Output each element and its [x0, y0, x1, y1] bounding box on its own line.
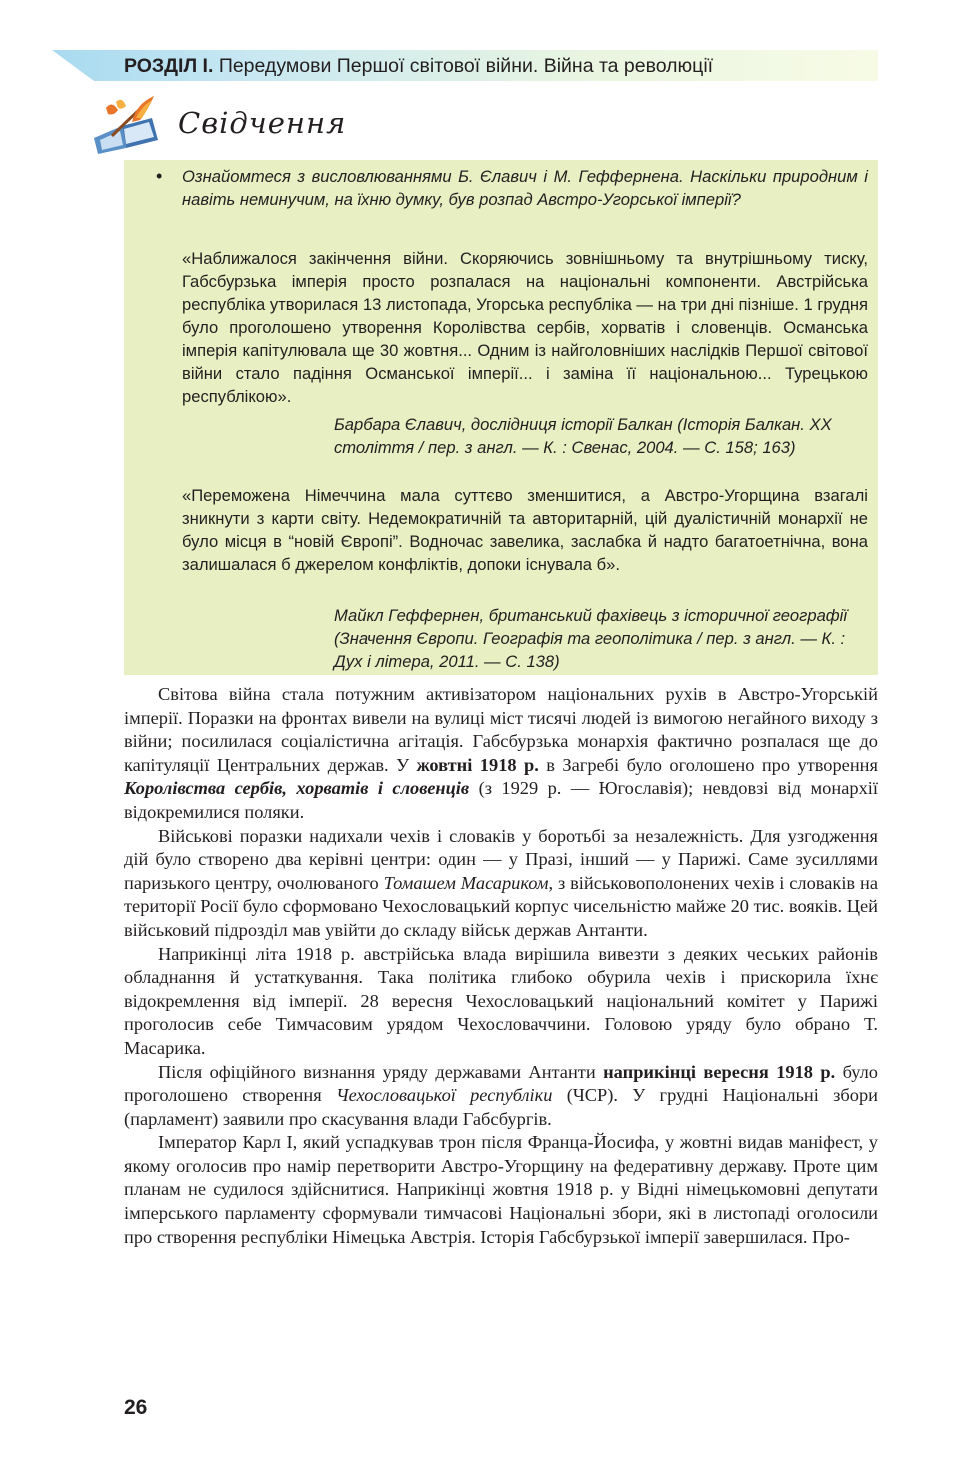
bullet-icon: • — [156, 166, 163, 186]
paragraph-1: Світова війна стала потужним активізатором національних рухів в Австро-Угорській імперії. Поразки на фронтах вивели на вулиці міст тисячі людей із вимогою негайного виходу з війни; посилилася соціалістична агітація. Габсбурзька монархія фактично розпалася ще до капітуляції Центральних держав. У жовтні 1918 р. в Загребі було оголошено про утворення Королівства сербів, хорватів і словенців (з 1929 р. — Югославія); невдовзі від монархії відокремилися поляки. — [124, 684, 878, 822]
page-number: 26 — [124, 1396, 148, 1419]
section-header — [124, 54, 713, 78]
paragraph-3: Наприкінці літа 1918 р. австрійська влада вирішила вивезти з деяких чеських районів обладнання й устаткування. Така політика глибоко обурила чехів і прискорила їхнє відокремлення від імперії. 28 вересня Чехословацький національний комітет у Парижі проголосив себе Тимчасовим урядом Чехословаччини. Головою уряду було обрано Т. Масарика. — [124, 943, 878, 1058]
section-label: РОЗДІЛ І. — [124, 55, 214, 77]
source-elavich: Барбара Єлавич, дослідниця історії Балкан (Історія Балкан. XX століття / пер. з англ. — К. : Свенас, 2004. — С. 158; 163) — [334, 415, 832, 457]
evidence-title: Свідчення — [178, 106, 347, 140]
evidence-question: Ознайомтеся з висловлюваннями Б. Єлавич і М. Геффернена. Наскільки природним і навіть неминучим, на їхню думку, був розпад Австро-Угорської імперії? — [182, 167, 868, 209]
paragraph-4: Після офіційного визнання уряду державами Антанти наприкінці вересня 1918 р. було проголошено створення Чехословацької республіки (ЧСР). У грудні Національні збори (парламент) заявили про скасування влади Габсбургів. — [124, 1061, 878, 1129]
section-title: Передумови Першої світової війни. Війна та революції — [218, 55, 714, 77]
source-heffernan: Майкл Геффернен, британський фахівець з історичної географії (Значення Європи. Географія та геополітика / пер. з англ. — К. : Дух і літера, 2011. — С. 138) — [334, 606, 848, 671]
quote-heffernan: «Переможена Німеччина мала суттєво зменшитися, а Австро-Угорщина взагалі зникнути з карти світу. Недемократичній та авторитарній, цій дуалістичній монархії не було місця в “новій Європі”. Водночас завелика, заслабка й надто багатоетнічна, вона залишалася б джерелом конфліктів, допоки існувала б». — [182, 486, 868, 574]
main-text — [124, 683, 878, 1249]
quill-book-icon — [92, 96, 162, 154]
paragraph-2: Військові поразки надихали чехів і словаків у боротьбі за незалежність. Для узгодження дій було створено два керівні центри: один — у Празі, інший — у Парижі. Саме зусиллями паризького центру, очолюваного Томашем Масариком, з військовополонених чехів і словаків на території Росії було сформовано Чехословацький корпус чисельністю майже 20 тис. вояків. Цей військовий підрозділ мав увійти до складу військ держав Антанти. — [124, 825, 878, 940]
paragraph-5: Імператор Карл I, який успадкував трон після Франца-Йосифа, у жовтні видав маніфест, у якому оголосив про намір перетворити Австро-Угорщину на федеративну державу. Проте цим планам не судилося здійснитися. Наприкінці жовтня 1918 р. у Відні німецькомовні депутати імперського парламенту сформували тимчасові Національні збори, які в листопаді оголосили про створення республіки Німецька Австрія. Історія Габсбурзької імперії завершилася. Про- — [124, 1132, 878, 1247]
quote-elavich: «Наближалося закінчення війни. Скоряючись зовнішньому та внутрішньому тиску, Габсбурзька імперія просто розпалася на національні компоненти. Австрійська республіка утворилася 13 листопада, Угорська республіка — на три дні пізніше. 1 грудня було проголошено утворення Королівства сербів, хорватів і словенців. Османська імперія капітулювала ще 30 жовтня... Одним із найголовніших наслідків Першої світової війни стало падіння Османської імперії... і заміна її національною... Турецькою республікою». — [182, 249, 868, 406]
